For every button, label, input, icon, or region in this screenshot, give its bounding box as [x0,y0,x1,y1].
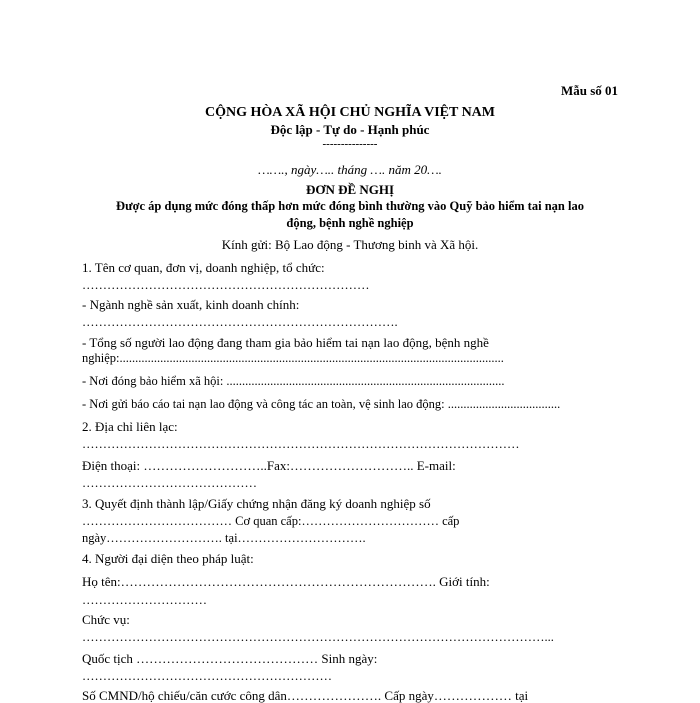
section1-heading: 1. Tên cơ quan, đơn vị, doanh nghiệp, tổ chức: [82,260,325,275]
address-field[interactable]: …………………………………………………………………………………………… [82,437,520,451]
industry-field[interactable]: …………………………………………………………………. [82,315,398,329]
national-motto: Độc lập - Tự do - Hạnh phúc [270,122,430,137]
email-field[interactable]: …………………………………… [82,476,257,490]
representative-name-field[interactable]: Họ tên:………………………………………………………………. Giới tính: [82,574,490,589]
section4-heading: 4. Người đại diện theo pháp luật: [82,551,254,566]
form-number: Mẫu số 01 [560,83,618,98]
workers-label: - Tổng số người lao động đang tham gia bảo hiểm tai nạn lao động, bệnh nghề [82,335,489,350]
workers-field[interactable]: nghiệp:........................................................................................................................... [82,351,504,365]
document-subtitle-line2: động, bệnh nghề nghiệp [286,216,414,230]
document-subtitle-line1: Được áp dụng mức đóng thấp hơn mức đóng bình thường vào Quỹ bảo hiểm tai nạn lao [116,199,584,213]
section3-heading: 3. Quyết định thành lập/Giấy chứng nhận đăng ký doanh nghiệp số [82,496,431,511]
birthdate-field[interactable]: …………………………………………………… [82,669,332,683]
decision-issuer-field[interactable]: ……………………………… Cơ quan cấp:…………………………… cấp [82,514,460,528]
contact-field[interactable]: Điện thoại: ………………………..Fax:……………………….. E-mail: [82,458,456,473]
gender-field[interactable]: ………………………… [82,593,207,607]
recipient-line: Kính gửi: Bộ Lao động - Thương binh và Xã hội. [221,237,479,252]
report-place-field[interactable]: - Nơi gửi báo cáo tai nạn lao động và công tác an toàn, vệ sinh lao động: .................................... [82,397,561,411]
id-number-field[interactable]: Số CMND/hộ chiếu/căn cước công dân…………………. Cấp ngày……………… tại [82,688,529,703]
header-separator: --------------- [322,138,378,150]
document-title: ĐƠN ĐỀ NGHỊ [305,182,395,197]
decision-date-field[interactable]: ngày………………………. tại…………………………. [82,531,366,545]
org-name-field[interactable]: …………………………………………………………… [82,278,370,292]
country-name: CỘNG HÒA XÃ HỘI CHỦ NGHĨA VIỆT NAM [204,105,495,120]
nationality-field[interactable]: Quốc tịch …………………………………… Sinh ngày: [82,651,378,666]
position-field[interactable]: …………………………………………………………………………………………………... [82,630,554,644]
section2-heading: 2. Địa chỉ liên lạc: [82,419,178,434]
industry-label: - Ngành nghề sản xuất, kinh doanh chính: [82,297,300,312]
position-label: Chức vụ: [82,612,130,627]
insurance-place-field[interactable]: - Nơi đóng bảo hiểm xã hội: ......................................................................................... [82,374,505,388]
date-line: ……., ngày….. tháng …. năm 20…. [258,162,442,177]
